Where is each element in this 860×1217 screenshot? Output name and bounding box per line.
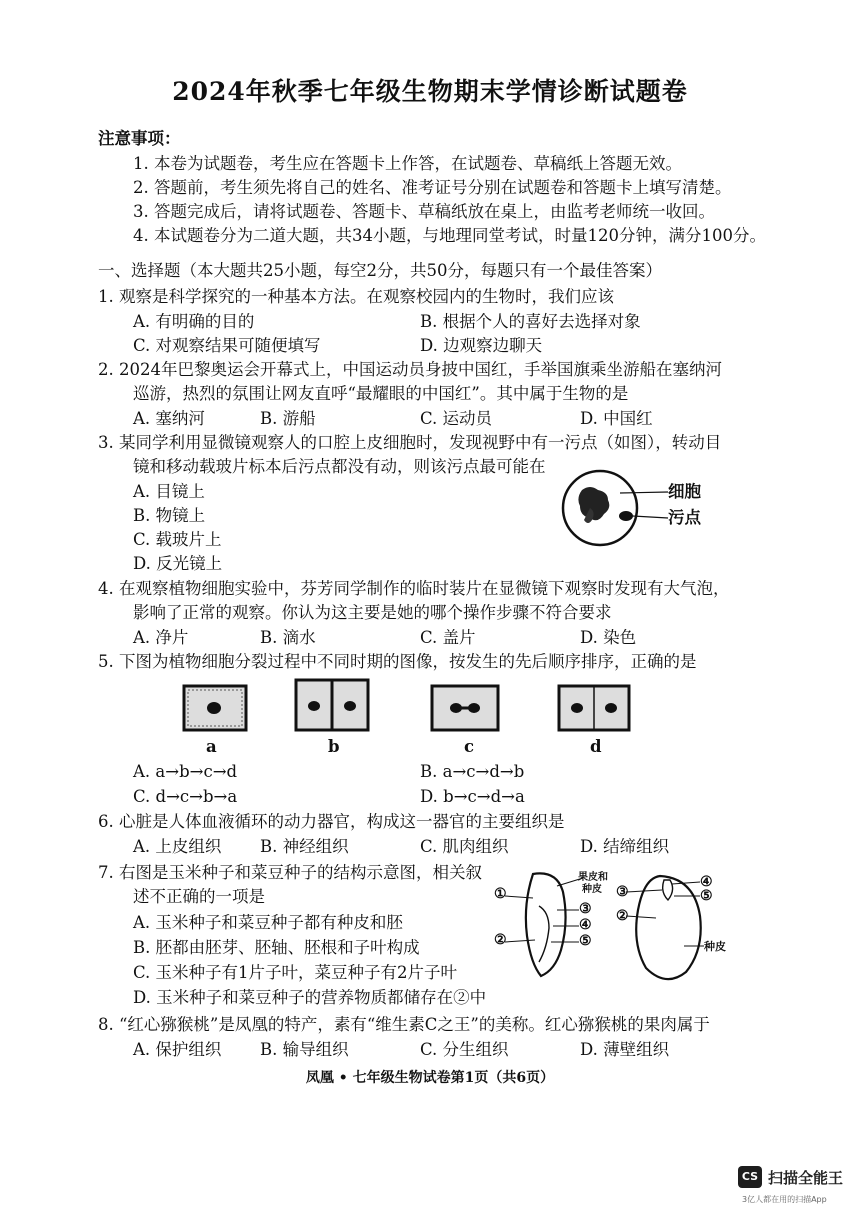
option-c: C. d→c→b→a (133, 787, 238, 806)
option-b: B. 滴水 (260, 628, 316, 647)
option-a: A. 目镜上 (133, 482, 205, 501)
option-c: C. 分生组织 (420, 1040, 509, 1059)
option-b: B. 输导组织 (260, 1040, 349, 1059)
option-c: C. 盖片 (420, 628, 476, 647)
question-stem: 3. 某同学利用显微镜观察人的口腔上皮细胞时，发现视野中有一污点（如图），转动目 (98, 433, 722, 452)
notice-item: 3. 答题完成后，请将试题卷、答题卡、草稿纸放在桌上，由监考老师统一收回。 (133, 202, 715, 221)
option-b: B. a→c→d→b (420, 762, 525, 781)
question-stem: 1. 观察是科学探究的一种基本方法。在观察校园内的生物时，我们应该 (98, 287, 614, 306)
question-stem: 6. 心脏是人体血液循环的动力器官，构成这一器官的主要组织是 (98, 812, 565, 831)
cell-division-figure-d (555, 680, 635, 735)
figure-label: ② (494, 932, 507, 948)
figure-label: ③ (616, 884, 629, 900)
question-stem: 巡游，热烈的氛围让网友直呼“最耀眼的中国红”。其中属于生物的是 (133, 384, 629, 403)
question-stem: 4. 在观察植物细胞实验中，芬芳同学制作的临时装片在显微镜下观察时发现有大气泡， (98, 579, 730, 598)
figure-label: ④ (700, 874, 713, 890)
cell-division-figure-b (292, 674, 372, 736)
option-d: D. b→c→d→a (420, 787, 525, 806)
question-stem: 7. 右图是玉米种子和菜豆种子的结构示意图，相关叙 (98, 863, 482, 882)
figure-label: ① (494, 886, 507, 902)
option-a: A. 保护组织 (133, 1040, 222, 1059)
option-a: A. 玉米种子和菜豆种子都有种皮和胚 (133, 913, 403, 932)
option-d: D. 结缔组织 (580, 837, 670, 856)
cell-division-figure-a (180, 680, 250, 735)
option-b: B. 物镜上 (133, 506, 206, 525)
question-stem: 8. “红心猕猴桃”是凤凰的特产，素有“维生素C之王”的美称。红心猕猴桃的果肉属于 (98, 1015, 710, 1034)
figure-label: ⑤ (700, 888, 713, 904)
watermark-subtitle: 3亿人都在用的扫描App (742, 1195, 827, 1204)
question-stem: 2. 2024年巴黎奥运会开幕式上，中国运动员身披中国红，手举国旗乘坐游船在塞纳河 (98, 360, 722, 379)
option-b: B. 游船 (260, 409, 316, 428)
option-d: D. 边观察边聊天 (420, 336, 543, 355)
figure-label: 种皮 (582, 884, 602, 895)
section-heading: 一、选择题（本大题共25小题，每空2分，共50分，每题只有一个最佳答案） (98, 261, 662, 280)
option-a: A. 净片 (133, 628, 189, 647)
figure-label-spot: 污点 (668, 508, 701, 527)
microscope-field-figure (560, 468, 670, 548)
option-d: D. 染色 (580, 628, 637, 647)
option-c: C. 玉米种子有1片子叶，菜豆种子有2片子叶 (133, 963, 458, 982)
question-stem: 影响了正常的观察。你认为这主要是她的哪个操作步骤不符合要求 (133, 603, 612, 622)
option-b: B. 胚都由胚芽、胚轴、胚根和子叶构成 (133, 938, 420, 957)
option-d: D. 薄壁组织 (580, 1040, 670, 1059)
option-d: D. 中国红 (580, 409, 653, 428)
figure-label: ⑤ (579, 933, 592, 949)
watermark-name: 扫描全能王 (768, 1169, 844, 1187)
option-a: A. 有明确的目的 (133, 312, 255, 331)
scanner-watermark (738, 1166, 853, 1206)
figure-label: a (206, 737, 217, 756)
figure-label: d (590, 737, 602, 756)
bean-seed-figure (620, 870, 730, 990)
option-a: A. 塞纳河 (133, 409, 205, 428)
notice-item: 2. 答题前，考生须先将自己的姓名、准考证号分别在试题卷和答题卡上填写清楚。 (133, 178, 732, 197)
option-d: D. 反光镜上 (133, 554, 223, 573)
page-footer: 凤凰 • 七年级生物试卷第1页（共6页） (305, 1070, 555, 1086)
question-stem: 述不正确的一项是 (133, 887, 265, 906)
camscanner-logo-icon: CS (738, 1166, 762, 1188)
figure-label: ④ (579, 917, 592, 933)
option-d: D. 玉米种子和菜豆种子的营养物质都储存在②中 (133, 988, 487, 1007)
figure-label: ③ (579, 901, 592, 917)
figure-label-cell: 细胞 (668, 482, 701, 501)
notice-heading: 注意事项： (98, 129, 181, 148)
option-a: A. a→b→c→d (133, 762, 238, 781)
option-c: C. 对观察结果可随便填写 (133, 336, 321, 355)
option-a: A. 上皮组织 (133, 837, 222, 856)
figure-label: ② (616, 908, 629, 924)
option-b: B. 根据个人的喜好去选择对象 (420, 312, 641, 331)
notice-item: 1. 本卷为试题卷，考生应在答题卡上作答，在试题卷、草稿纸上答题无效。 (133, 154, 682, 173)
figure-label: c (464, 737, 475, 756)
option-c: C. 肌肉组织 (420, 837, 509, 856)
cell-division-figure-c (428, 680, 503, 735)
question-stem: 镜和移动载玻片标本后污点都没有动，则该污点最可能在 (133, 457, 546, 476)
option-c: C. 运动员 (420, 409, 493, 428)
option-c: C. 载玻片上 (133, 530, 222, 549)
question-stem: 5. 下图为植物细胞分裂过程中不同时期的图像，按发生的先后顺序排序，正确的是 (98, 652, 697, 671)
notice-item: 4. 本试题卷分为二道大题，共34小题，与地理同堂考试，时量120分钟，满分100分。 (133, 226, 766, 245)
option-b: B. 神经组织 (260, 837, 349, 856)
figure-label: 果皮和 (578, 872, 608, 883)
page-title: 2024年秋季七年级生物期末学情诊断试题卷 (172, 77, 688, 106)
figure-label: b (328, 737, 340, 756)
figure-label: 种皮 (704, 940, 726, 953)
